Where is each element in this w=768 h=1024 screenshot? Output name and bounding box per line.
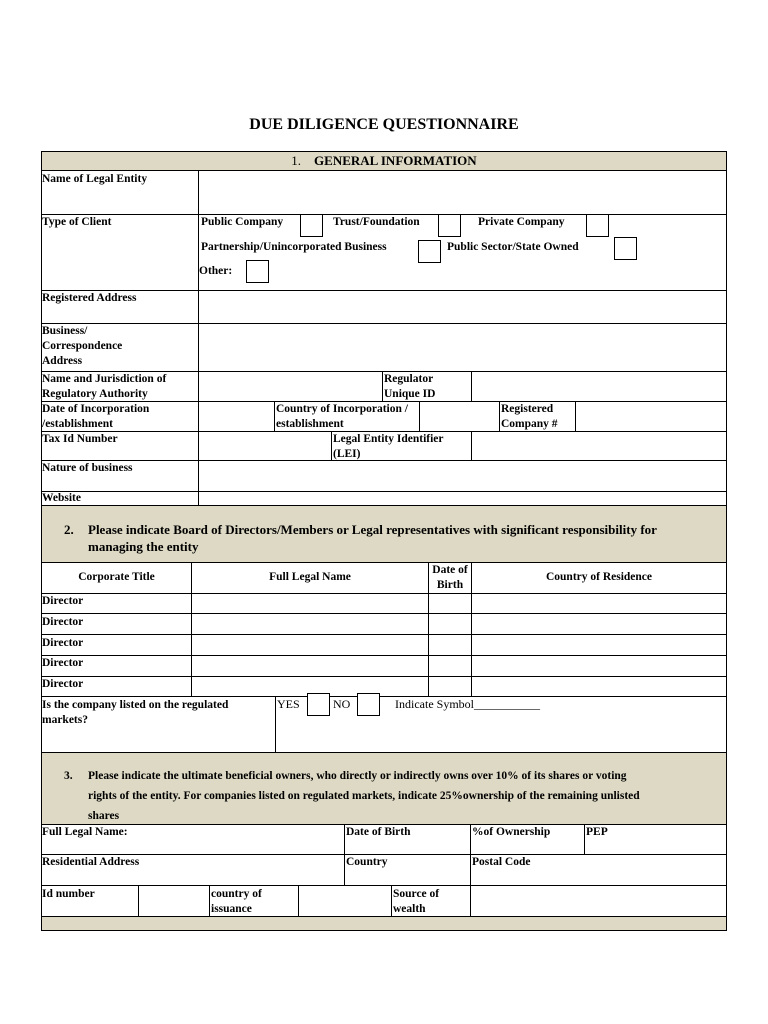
label-business-address: Business/ Correspondence Address — [42, 325, 123, 367]
partnership-checkbox[interactable] — [418, 240, 441, 263]
label-full-legal-name: Full Legal Name: — [42, 826, 128, 838]
other-checkbox[interactable] — [246, 260, 269, 283]
label-country-of-issuance: country of issuance — [211, 888, 262, 915]
label-source-of-wealth: Source of wealth — [393, 888, 440, 915]
label-regulatory-authority: Name and Jurisdiction of Regulatory Authority — [42, 373, 167, 400]
table-row: Director — [42, 678, 84, 690]
no-checkbox[interactable] — [357, 693, 380, 716]
public-company-checkbox[interactable] — [300, 214, 323, 237]
col-country-of-residence: Country of Residence — [545, 571, 653, 583]
option-public-sector-label: Public Sector/State Owned — [447, 241, 579, 253]
label-regulator-unique-id: Regulator Unique ID — [384, 373, 436, 400]
section-3-footer-band — [42, 917, 726, 930]
public-sector-checkbox[interactable] — [614, 237, 637, 260]
document-title: DUE DILIGENCE QUESTIONNAIRE — [249, 116, 519, 133]
yes-checkbox[interactable] — [307, 693, 330, 716]
label-yes: YES — [277, 697, 300, 711]
section-2-title: Please indicate Board of Directors/Members or Legal representatives with significant responsibility for managing the entity — [88, 522, 657, 554]
label-postal-code: Postal Code — [472, 856, 531, 868]
table-row: Director — [42, 637, 84, 649]
indicate-symbol-field[interactable]: Indicate Symbol___________ — [395, 697, 540, 711]
section-2-number: 2. — [64, 522, 74, 537]
label-listed-on-markets: Is the company listed on the regulated markets? — [42, 699, 229, 726]
option-other-label: Other: — [199, 265, 233, 277]
label-date-of-incorporation: Date of Incorporation /establishment — [42, 403, 150, 430]
label-no: NO — [333, 697, 351, 711]
label-registered-company: Registered Company # — [501, 403, 558, 430]
col-date-of-birth: Date of Birth — [432, 564, 468, 591]
col-corporate-title: Corporate Title — [78, 571, 155, 583]
label-id-number: Id number — [42, 888, 95, 900]
label-date-of-birth: Date of Birth — [346, 826, 411, 838]
option-private-company-label: Private Company — [478, 216, 565, 228]
label-country-of-incorporation: Country of Incorporation / establishment — [276, 403, 408, 430]
label-type-of-client: Type of Client — [42, 216, 112, 228]
private-company-checkbox[interactable] — [586, 214, 609, 237]
label-website: Website — [42, 492, 81, 504]
label-name-of-legal-entity: Name of Legal Entity — [42, 173, 148, 185]
label-ownership: %of Ownership — [472, 826, 551, 838]
section-3-title: Please indicate the ultimate beneficial owners, who directly or indirectly owns over 10% of its shares or voting rights of the entity. For companies listed on regulated markets, indicate 25%ownership of the remaining unlisted shares — [88, 770, 640, 822]
label-pep: PEP — [586, 826, 608, 838]
table-row: Director — [42, 657, 84, 669]
label-residential-address: Residential Address — [42, 856, 140, 868]
label-nature-of-business: Nature of business — [42, 462, 133, 474]
section-1-title: 1. GENERAL INFORMATION — [291, 153, 477, 168]
label-registered-address: Registered Address — [42, 292, 137, 304]
table-row: Director — [42, 595, 84, 607]
table-row: Director — [42, 616, 84, 628]
label-tax-id: Tax Id Number — [42, 433, 118, 445]
section-3-number: 3. — [64, 770, 73, 782]
label-country: Country — [346, 856, 388, 868]
col-full-legal-name: Full Legal Name — [269, 571, 351, 583]
label-lei: Legal Entity Identifier (LEI) — [333, 433, 444, 460]
option-partnership-label: Partnership/Unincorporated Business — [201, 241, 387, 253]
option-public-company-label: Public Company — [201, 216, 284, 228]
option-trust-label: Trust/Foundation — [333, 216, 420, 228]
trust-foundation-checkbox[interactable] — [438, 214, 461, 237]
